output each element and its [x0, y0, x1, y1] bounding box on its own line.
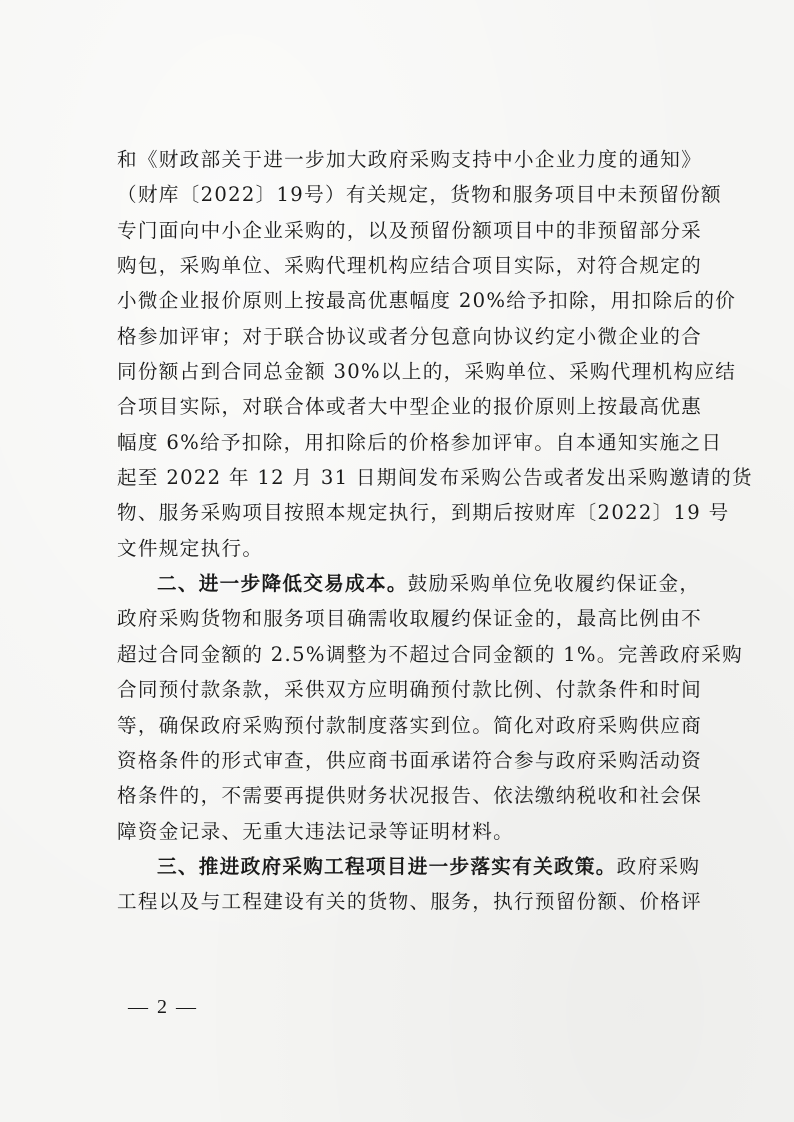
text-line: 购包，采购单位、采购代理机构应结合项目实际，对符合规定的 [117, 254, 703, 278]
text-line: 小微企业报价原则上按最高优惠幅度 20%给予扣除，用扣除后的价 [117, 289, 737, 313]
text-line: （财库〔2022〕19号）有关规定，货物和服务项目中未预留份额 [117, 183, 722, 207]
text-line: 合项目实际，对联合体或者大中型企业的报价原则上按最高优惠 [117, 395, 703, 419]
text-line: 起至 2022 年 12 月 31 日期间发布采购公告或者发出采购邀请的货 [117, 466, 753, 490]
section-two-line [117, 566, 701, 601]
text-line: 同份额占到合同总金额 30%以上的，采购单位、采购代理机构应结 [117, 360, 737, 384]
text-line: 格参加评审；对于联合协议或者分包意向协议约定小微企业的合 [117, 324, 703, 348]
section-heading: 三、推进政府采购工程项目进一步落实有关政策。 [157, 854, 617, 878]
text-line: 障资金记录、无重大违法记录等证明材料。 [117, 819, 514, 843]
text-line: 工程以及与工程建设有关的货物、服务，执行预留份额、价格评 [117, 890, 703, 914]
section-heading: 二、进一步降低交易成本。 [157, 572, 408, 596]
text-line: 等，确保政府采购预付款制度落实到位。简化对政府采购供应商 [117, 713, 703, 737]
text-line: 专门面向中小企业采购的，以及预留份额项目中的非预留部分采 [117, 218, 703, 242]
text-line: 格条件的，不需要再提供财务状况报告、依法缴纳税收和社会保 [117, 784, 703, 808]
section-three-line [117, 849, 701, 884]
text-line: 超过合同金额的 2.5%调整为不超过合同金额的 1%。完善政府采购 [117, 642, 744, 666]
section-text: 政府采购 [616, 854, 701, 878]
document-body [117, 142, 753, 920]
text-line: 文件规定执行。 [117, 536, 264, 560]
section-text: 鼓励采购单位免收履约保证金， [407, 572, 701, 596]
text-line: 合同预付款条款，采供双方应明确预付款比例、付款条件和时间 [117, 678, 703, 702]
text-line: 幅度 6%给予扣除，用扣除后的价格参加评审。自本通知实施之日 [117, 430, 723, 454]
text-line: 物、服务采购项目按照本规定执行，到期后按财库〔2022〕19 号 [117, 501, 730, 525]
text-line: 资格条件的形式审查，供应商书面承诺符合参与政府采购活动资 [117, 748, 703, 772]
text-line: 政府采购货物和服务项目确需收取履约保证金的，最高比例由不 [117, 607, 703, 631]
page-number: — 2 — [128, 996, 198, 1018]
text-line: 和《财政部关于进一步加大政府采购支持中小企业力度的通知》 [117, 148, 703, 171]
